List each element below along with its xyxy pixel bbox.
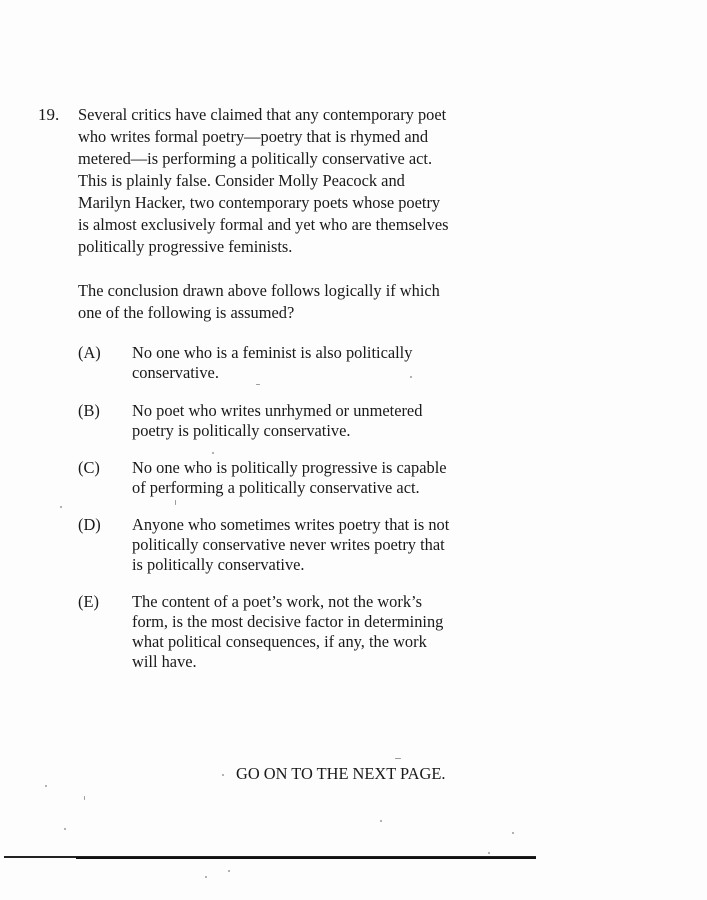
page-divider-thick — [76, 857, 536, 859]
stem-line: This is plainly false. Consider Molly Peacock and — [78, 171, 405, 190]
option-line: of performing a politically conservative act. — [132, 478, 420, 497]
scan-speck — [488, 852, 490, 854]
scan-speck — [175, 500, 176, 505]
next-page-notice: GO ON TO THE NEXT PAGE. — [236, 764, 446, 783]
option-line: No poet who writes unrhymed or unmetered — [132, 401, 423, 420]
option-text — [132, 458, 492, 498]
option-text — [132, 401, 492, 441]
question-prompt — [78, 280, 478, 324]
scan-speck — [205, 876, 207, 878]
option-line: form, is the most decisive factor in determining — [132, 612, 444, 631]
option-text — [132, 343, 492, 383]
option-line: politically conservative never writes poetry that — [132, 535, 445, 554]
scan-speck — [45, 785, 47, 787]
scan-speck — [395, 758, 401, 759]
question-stem — [78, 104, 478, 258]
stem-line: who writes formal poetry—poetry that is rhymed and — [78, 127, 429, 146]
stem-line: Marilyn Hacker, two contemporary poets whose poetry — [78, 193, 441, 212]
stem-line: politically progressive feminists. — [78, 237, 293, 256]
option-line: is politically conservative. — [132, 555, 305, 574]
option-letter: (D) — [78, 515, 101, 534]
option-line: conservative. — [132, 363, 219, 382]
option-line: No one who is politically progressive is capable — [132, 458, 447, 477]
option-line: will have. — [132, 652, 197, 671]
stem-line: Several critics have claimed that any contemporary poet — [78, 105, 447, 124]
option-letter: (A) — [78, 343, 101, 362]
option-line: The content of a poet’s work, not the work’s — [132, 592, 422, 611]
scan-speck — [256, 384, 260, 385]
scan-speck — [84, 796, 85, 800]
option-letter: (C) — [78, 458, 100, 477]
stem-line: metered—is performing a politically conservative act. — [78, 149, 433, 168]
option-line: Anyone who sometimes writes poetry that is not — [132, 515, 450, 534]
option-line: No one who is a feminist is also politically — [132, 343, 413, 362]
scan-speck — [228, 870, 230, 872]
question-number: 19. — [38, 105, 60, 124]
option-text — [132, 592, 492, 672]
scan-speck — [512, 832, 514, 834]
scan-speck — [212, 452, 214, 454]
option-letter: (E) — [78, 592, 99, 611]
scan-speck — [222, 774, 224, 776]
scan-speck — [60, 506, 62, 508]
scan-speck — [410, 376, 412, 378]
option-text — [132, 515, 492, 575]
stem-line: is almost exclusively formal and yet who are themselves — [78, 215, 449, 234]
option-line: poetry is politically conservative. — [132, 421, 351, 440]
scan-speck — [380, 820, 382, 822]
scan-speck — [64, 828, 66, 830]
option-line: what political consequences, if any, the work — [132, 632, 427, 651]
prompt-line: one of the following is assumed? — [78, 303, 295, 322]
prompt-line: The conclusion drawn above follows logically if which — [78, 281, 440, 300]
option-letter: (B) — [78, 401, 100, 420]
